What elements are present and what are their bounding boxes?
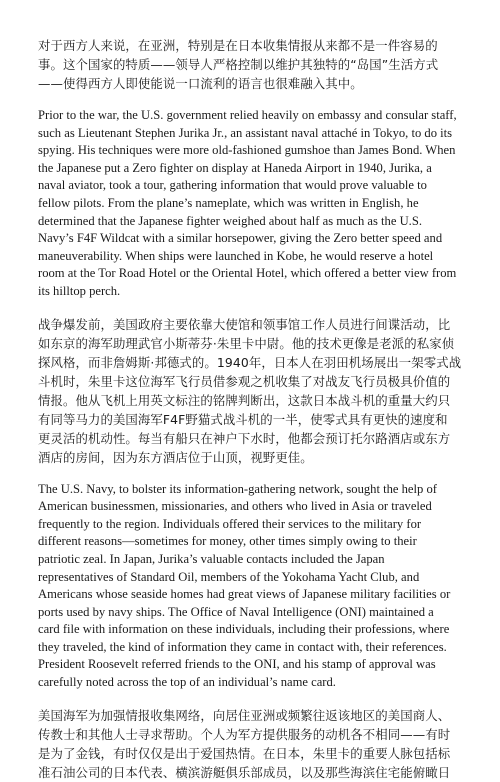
text-line: representatives of Standard Oil, members of the Yokohama Yacht Club, and (38, 569, 420, 584)
text-line: 传教士和其他人士寻求帮助。个人为军方提供服务的动机各不相同——有时 (38, 726, 451, 742)
text-line: Prior to the war, the U.S. government relied heavily on embassy and consular staff, (38, 108, 457, 122)
text-line: such as Lieutenant Stephen Jurika Jr., an assistant naval attaché in Tokyo, to do its (38, 125, 453, 140)
text-line: different reasons—sometimes for money, other times simply owing to their (38, 534, 417, 549)
text-line: 对于西方人来说，在亚洲，特别是在日本收集情报从来都不是一件容易的 (38, 38, 438, 53)
text-line: 是为了金钱，有时仅仅是出于爱国热情。在日本，朱里卡的重要人脉包括标 (38, 745, 451, 761)
text-line: 如东京的海军助理武官小斯蒂芬·朱里卡中尉。他的技术更像是老派的私家侦 (38, 335, 455, 351)
text-line: ports used by navy ships. The Office of Naval Intelligence (ONI) maintained a (38, 604, 434, 619)
text-line: 探风格，而非詹姆斯·邦德式的。1940年，日本人在羽田机场展出一架零式战 (38, 354, 462, 370)
paragraph-zh-navy-network (38, 706, 466, 782)
text-line: maneuverability. When ships were launched in Kobe, he would reserve a hotel (38, 248, 434, 263)
text-line: 准石油公司的日本代表、横滨游艇俱乐部成员，以及那些海滨住宅能俯瞰日 (38, 764, 451, 780)
text-line: The U.S. Navy, to bolster its information-gathering network, sought the help of (38, 481, 437, 496)
paragraph-en-prewar (38, 107, 466, 301)
text-line: 事。这个国家的特质——领导人严格控制以维护其独特的“岛国”生活方式 (38, 57, 439, 72)
text-line: 美国海军为加强情报收集网络，向居住亚洲或频繁往返该地区的美国商人、 (38, 707, 451, 723)
text-line: 有同等马力的美国海军F4F野猫式战斗机的一半，使零式具有更快的速度和 (38, 411, 448, 427)
text-line: Navy’s F4F Wildcat with a similar horsepower, giving the Zero better speed and (38, 231, 443, 246)
text-line: they traveled, the kind of information they came in contact with, their references. (38, 639, 447, 654)
text-line: naval aviator, took a tour, gathering information that would prove valuable to (38, 178, 427, 193)
text-line: 情报。他从飞机上用英文标注的铭牌判断出，这款日本战斗机的重量大约只 (38, 392, 451, 408)
text-line: ——使得西方人即使能说一口流利的语言也很难融入其中。 (38, 76, 363, 91)
text-line: the Japanese put a Zero fighter on display at Haneda Airport in 1940, Jurika, a (38, 160, 432, 175)
text-line: Americans whose seaside homes had great views of Japanese military facilities or (38, 587, 451, 602)
text-line: its hilltop perch. (38, 283, 121, 298)
text-line: carefully noted across the top of an individual’s name card. (38, 675, 336, 690)
text-line: American businessmen, missionaries, and others who lived in Asia or traveled (38, 499, 432, 514)
text-line: determined that the Japanese fighter weighed about half as much as the U.S. (38, 213, 422, 228)
text-line: 更灵活的机动性。每当有船只在神户下水时，他都会预订托尔路酒店或东方 (38, 430, 451, 446)
text-line: 酒店的房间，因为东方酒店位于山顶，视野更佳。 (38, 449, 313, 465)
text-line: room at the Tor Road Hotel or the Oriental Hotel, which offered a better view from (38, 266, 457, 281)
text-line: 斗机时，朱里卡这位海军飞行员借参观之机收集了对战友飞行员极具价值的 (38, 373, 451, 389)
paragraph-en-navy-network (38, 481, 466, 692)
text-line: frequently to the region. Individuals offered their services to the military for (38, 516, 422, 531)
paragraph-zh-prewar (38, 315, 466, 467)
text-line: patriotic zeal. In Japan, Jurika’s valuable contacts included the Japan (38, 551, 385, 566)
text-line: 战争爆发前，美国政府主要依靠大使馆和领事馆工作人员进行间谍活动，比 (38, 316, 451, 332)
text-line: President Roosevelt referred friends to the ONI, and his stamp of approval was (38, 657, 436, 672)
text-line: fellow pilots. From the plane’s nameplate, which was written in English, he (38, 195, 419, 210)
text-line: card file with information on these individuals, including their professions, where (38, 622, 450, 637)
paragraph-zh-intro (38, 36, 466, 93)
text-line: spying. His techniques were more old-fashioned gumshoe than James Bond. When (38, 143, 456, 158)
